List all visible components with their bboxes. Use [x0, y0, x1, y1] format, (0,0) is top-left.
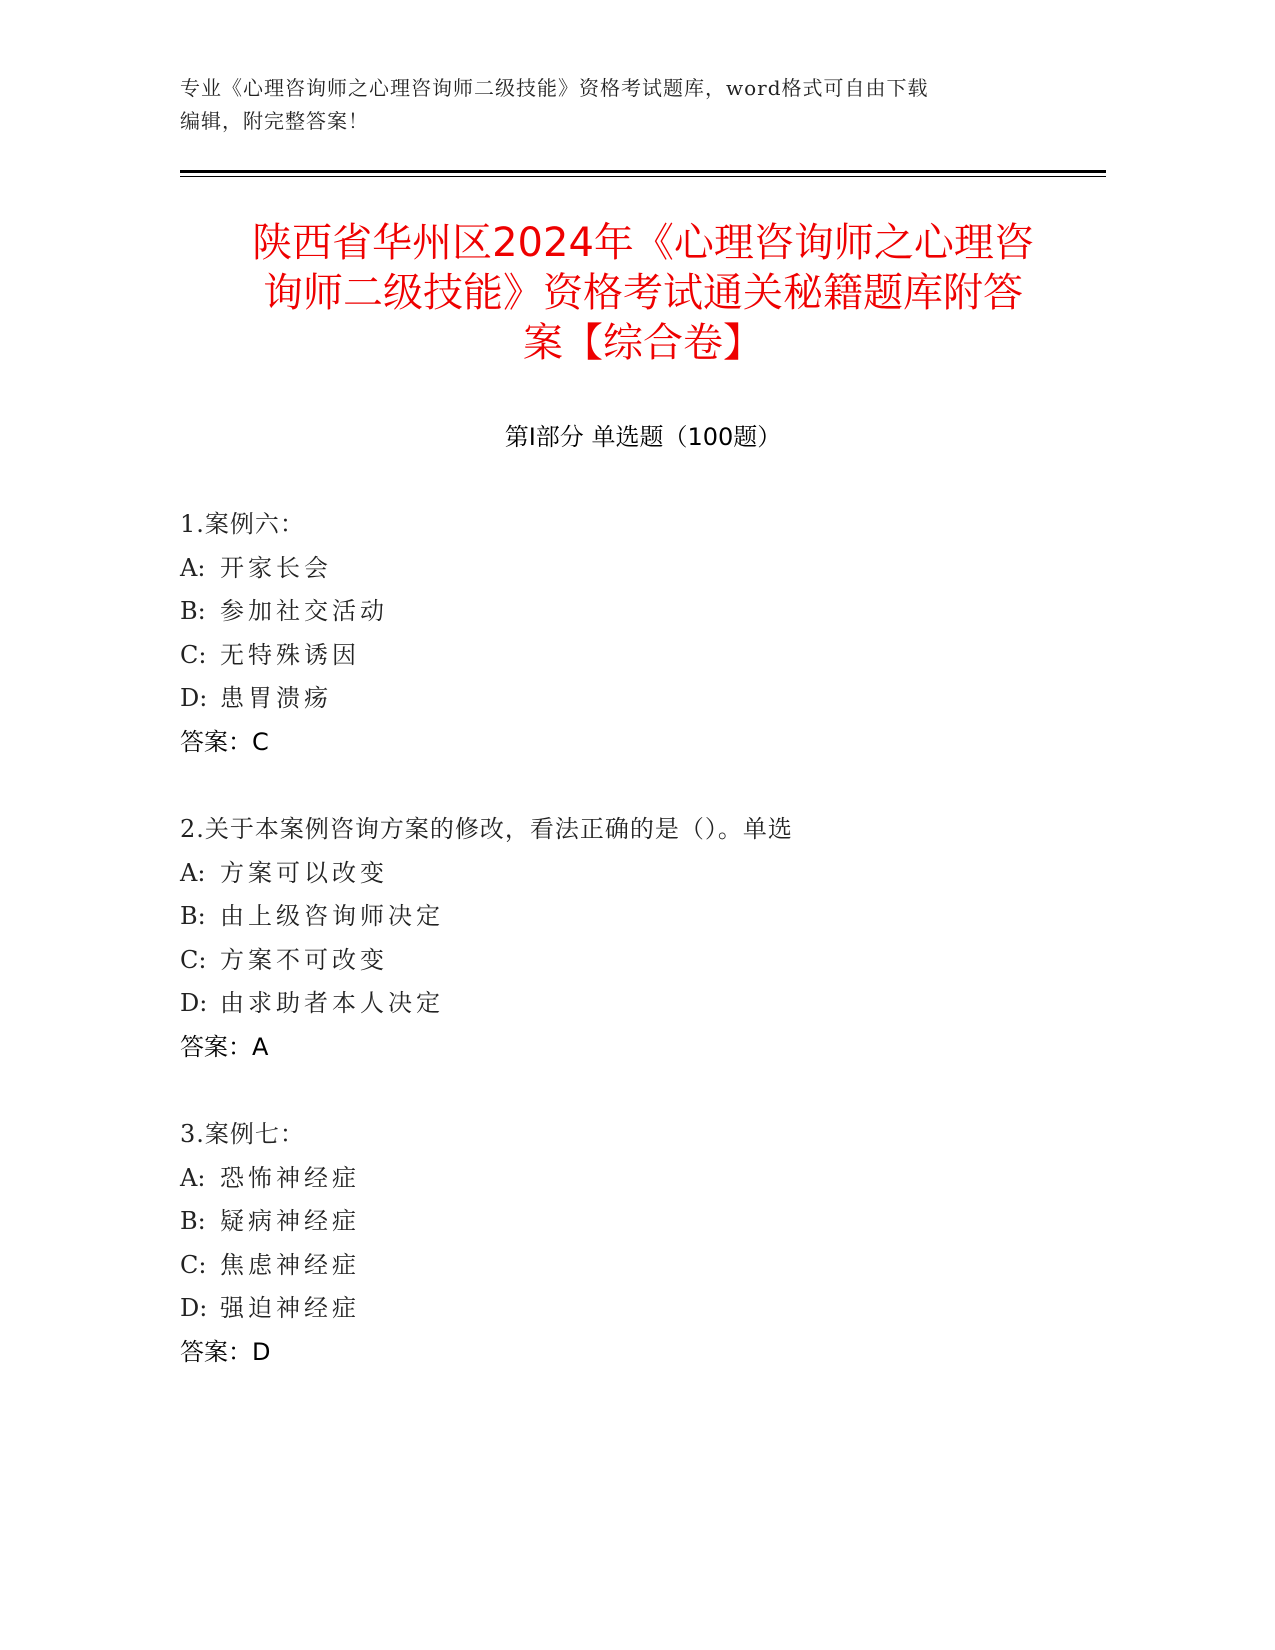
- option-b: [180, 1200, 1080, 1244]
- option-letter: D:: [180, 1294, 208, 1322]
- option-d: [180, 677, 1080, 721]
- option-text: 参加社交活动: [220, 597, 388, 625]
- header-divider: [180, 170, 1106, 177]
- question-stem: 2.关于本案例咨询方案的修改，看法正确的是（）。单选: [180, 815, 793, 843]
- option-letter: A:: [180, 553, 206, 582]
- option-letter: D:: [180, 989, 208, 1017]
- answer-line: 答案：D: [180, 1337, 271, 1366]
- option-letter: C:: [180, 945, 207, 974]
- option-a: [180, 1157, 1080, 1201]
- option-text: 开家长会: [220, 553, 332, 582]
- option-letter: C:: [180, 1250, 207, 1279]
- option-c: [180, 1244, 1080, 1288]
- option-a: [180, 852, 1080, 896]
- option-text: 方案不可改变: [220, 945, 388, 974]
- option-letter: C:: [180, 640, 207, 669]
- option-text: 方案可以改变: [220, 858, 388, 887]
- answer-line: 答案：A: [180, 1032, 269, 1061]
- option-a: [180, 547, 1080, 591]
- option-letter: B:: [180, 1207, 206, 1235]
- header-divider-thick: [180, 170, 1106, 173]
- option-text: 疑病神经症: [220, 1207, 360, 1235]
- header-divider-thin: [180, 176, 1106, 177]
- question-3: [180, 1113, 1080, 1374]
- section-heading: 第Ⅰ部分 单选题（100题）: [504, 423, 782, 451]
- option-letter: A:: [180, 1163, 206, 1192]
- option-letter: D:: [180, 684, 208, 712]
- option-letter: B:: [180, 902, 206, 930]
- header-note-line-2: 编辑，附完整答案！: [180, 109, 369, 133]
- header-note: [180, 72, 1060, 138]
- question-1: [180, 503, 1080, 764]
- document-title: [160, 218, 1126, 368]
- option-letter: A:: [180, 858, 206, 887]
- option-text: 无特殊诱因: [220, 640, 360, 669]
- answer-line: 答案：C: [180, 727, 269, 756]
- option-text: 焦虑神经症: [220, 1250, 360, 1279]
- option-c: [180, 939, 1080, 983]
- question-stem: 3.案例七：: [180, 1120, 305, 1148]
- option-text: 患胃溃疡: [220, 684, 332, 712]
- option-text: 恐怖神经症: [220, 1163, 360, 1192]
- question-stem: 1.案例六：: [180, 510, 305, 538]
- option-d: [180, 1287, 1080, 1331]
- document-title-line-1: 陕西省华州区2024年《心理咨询师之心理咨: [252, 220, 1034, 266]
- option-b: [180, 895, 1080, 939]
- option-letter: B:: [180, 597, 206, 625]
- option-text: 强迫神经症: [220, 1294, 360, 1322]
- option-text: 由上级咨询师决定: [220, 902, 444, 930]
- question-2: [180, 808, 1080, 1069]
- document-title-line-3: 案【综合卷】: [523, 320, 763, 366]
- option-text: 由求助者本人决定: [220, 989, 444, 1017]
- option-d: [180, 982, 1080, 1026]
- header-note-line-1: 专业《心理咨询师之心理咨询师二级技能》资格考试题库，word格式可自由下载: [180, 76, 929, 100]
- document-title-line-2: 询师二级技能》资格考试通关秘籍题库附答: [263, 270, 1023, 316]
- option-b: [180, 590, 1080, 634]
- option-c: [180, 634, 1080, 678]
